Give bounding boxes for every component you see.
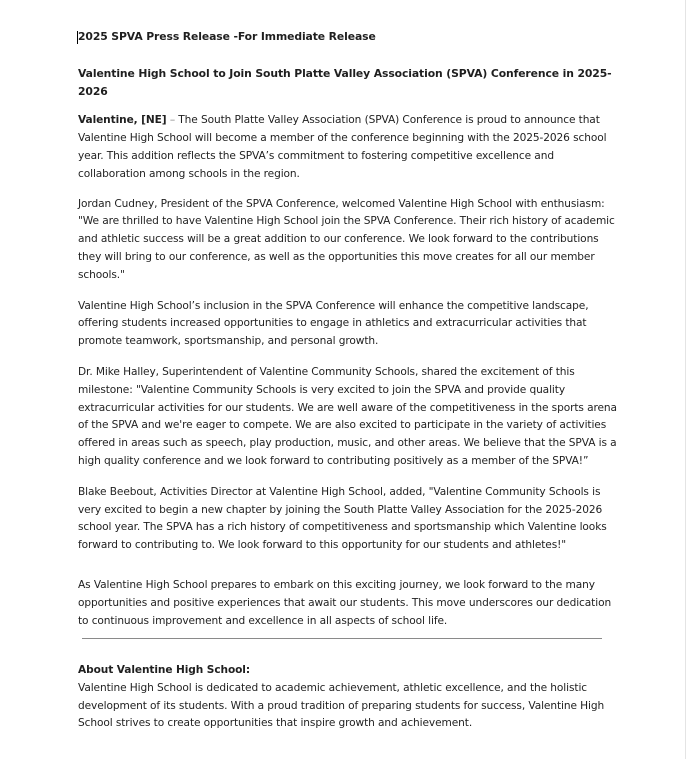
paragraph-intro: [78, 112, 618, 183]
paragraph-closing: As Valentine High School prepares to embark on this exciting journey, we look forward to the many opportunities and positive experiences that await our students. This move underscores our dedication to continuous improvement and excellence in all aspects of school life.: [78, 578, 612, 627]
dateline: Valentine, [NE]: [78, 114, 167, 127]
headline: Valentine High School to Join South Platte Valley Association (SPVA) Conference in 2025-2026: [78, 66, 612, 98]
paragraph-inclusion: Valentine High School’s inclusion in the SPVA Conference will enhance the competitive landscape, offering students increased opportunities to engage in athletics and extracurricular activities that promote teamwork, sportsmanship, and personal growth.: [78, 299, 589, 348]
paragraph-intro-text: The South Platte Valley Association (SPVA) Conference is proud to announce that Valentine High School will become a member of the conference beginning with the 2025-2026 school year. This addition reflects the SPVA’s commitment to fostering competitive excellence and collaboration among schools in the region.: [78, 114, 607, 180]
about-section[interactable]: [78, 662, 618, 733]
paragraph-president-quote: Jordan Cudney, President of the SPVA Conference, welcomed Valentine High School with enthusiasm: "We are thrilled to have Valentine High School join the SPVA Conference. Their rich history of academic and athletic success will be a great addition to our conference. We look forward to the contributions they will bring to our conference, as well as the opportunities this move creates for all our member schools.": [78, 197, 615, 281]
document-title-text: 2025 SPVA Press Release -For Immediate Release: [78, 30, 376, 43]
text-cursor: [77, 31, 78, 44]
about-text: Valentine High School is dedicated to academic achievement, athletic excellence, and the holistic development of its students. With a proud tradition of preparing students for success, Valentine High School strives to create opportunities that inspire growth and achievement.: [78, 681, 605, 730]
about-heading: About Valentine High School:: [78, 664, 250, 676]
paragraph-superintendent-quote: Dr. Mike Halley, Superintendent of Valentine Community Schools, shared the excitement of this milestone: "Valentine Community Schools is very excited to join the SPVA and provide quality extracurricular activities for our students. We are well aware of the competitiveness in the sports arena of the SPVA and we're eager to compete. We are also excited to participate in the variety of activities offered in areas such as speech, play production, music, and other areas. We believe that the SPVA is a high quality conference and we look forward to contributing positively as a member of the SPVA!”: [78, 365, 617, 467]
horizontal-divider: [82, 638, 602, 639]
paragraph-activities-director-quote: Blake Beebout, Activities Director at Valentine High School, added, "Valentine Community Schools is very excited to begin a new chapter by joining the South Platte Valley Association for the 2025-2026 school year. The SPVA has a rich history of competitiveness and sportsmanship which Valentine looks forward to contributing to. We look forward to this opportunity for our students and athletes!": [78, 485, 607, 552]
document-title: [78, 28, 618, 46]
dateline-dash: –: [166, 114, 179, 127]
document-body[interactable]: [78, 28, 618, 630]
